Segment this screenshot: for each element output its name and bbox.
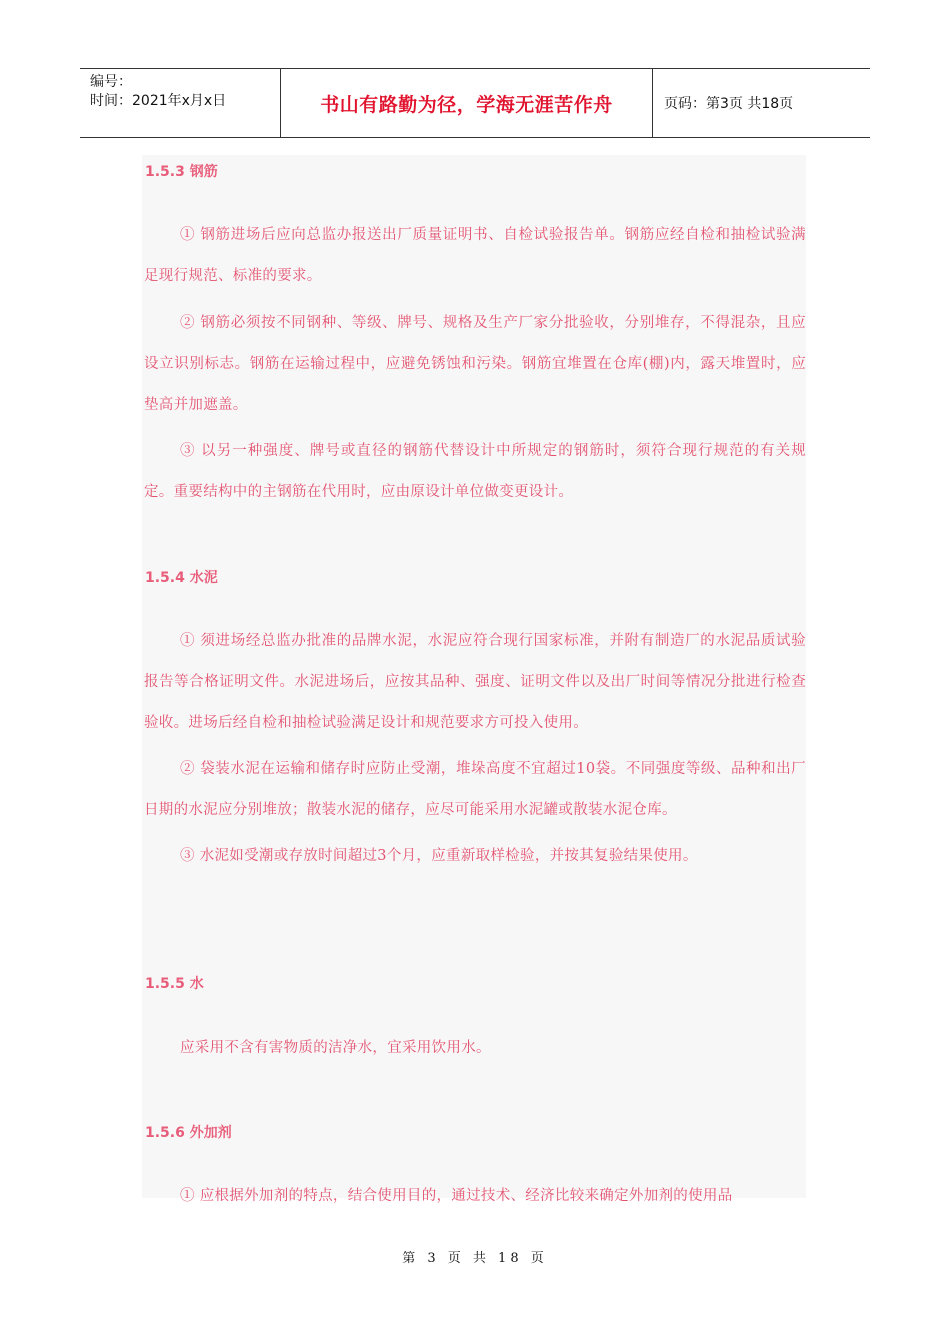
header-motto: 书山有路勤为径，学海无涯苦作舟 xyxy=(281,69,653,137)
section-heading: 1.5.6 外加剂 xyxy=(145,1125,232,1141)
paragraph: ① 应根据外加剂的特点，结合使用目的，通过技术、经济比较来确定外加剂的使用品 xyxy=(180,1188,733,1204)
paragraph: ② 钢筋必须按不同钢种、等级、牌号、规格及生产厂家分批验收，分别堆存，不得混杂，且应设立识别标志。钢筋在运输过程中，应避免锈蚀和污染。钢筋宜堆置在仓库(棚)内，露天堆置时，应垫高并加遮盖。 xyxy=(144,315,806,413)
paragraph: ① 钢筋进场后应向总监办报送出厂质量证明书、自检试验报告单。钢筋应经自检和抽检试验满足现行规范、标准的要求。 xyxy=(144,227,806,284)
document-number-label: 编号： xyxy=(90,74,132,90)
header-meta xyxy=(80,69,281,137)
paragraph: ③ 以另一种强度、牌号或直径的钢筋代替设计中所规定的钢筋时，须符合现行规范的有关规定。重要结构中的主钢筋在代用时，应由原设计单位做变更设计。 xyxy=(144,443,806,500)
section-cement xyxy=(142,567,806,877)
paragraph: 应采用不含有害物质的洁净水，宜采用饮用水。 xyxy=(180,1040,491,1056)
document-time-label: 时间：2021年x月x日 xyxy=(90,93,227,109)
section-heading: 1.5.4 水泥 xyxy=(145,570,218,586)
section-water xyxy=(142,973,806,1069)
section-admixture xyxy=(142,1122,806,1217)
section-heading: 1.5.3 钢筋 xyxy=(145,164,218,180)
paragraph: ② 袋装水泥在运输和储存时应防止受潮，堆垛高度不宜超过10袋。不同强度等级、品种和出厂日期的水泥应分别堆放；散装水泥的储存，应尽可能采用水泥罐或散装水泥仓库。 xyxy=(144,761,806,818)
paragraph: ① 须进场经总监办批准的品牌水泥，水泥应符合现行国家标准，并附有制造厂的水泥品质试验报告等合格证明文件。水泥进场后，应按其品种、强度、证明文件以及出厂时间等情况分批进行检查验收。进场后经自检和抽检试验满足设计和规范要求方可投入使用。 xyxy=(144,633,806,731)
header-page-info: 页码：第3页 共18页 xyxy=(664,96,794,112)
section-steel xyxy=(142,161,806,513)
section-heading: 1.5.5 水 xyxy=(145,976,204,992)
page-header xyxy=(80,68,870,138)
paragraph: ③ 水泥如受潮或存放时间超过3个月，应重新取样检验，并按其复验结果使用。 xyxy=(180,848,698,864)
page-footer: 第 3 页 共 18 页 xyxy=(402,1251,548,1266)
content-area xyxy=(142,155,806,1204)
